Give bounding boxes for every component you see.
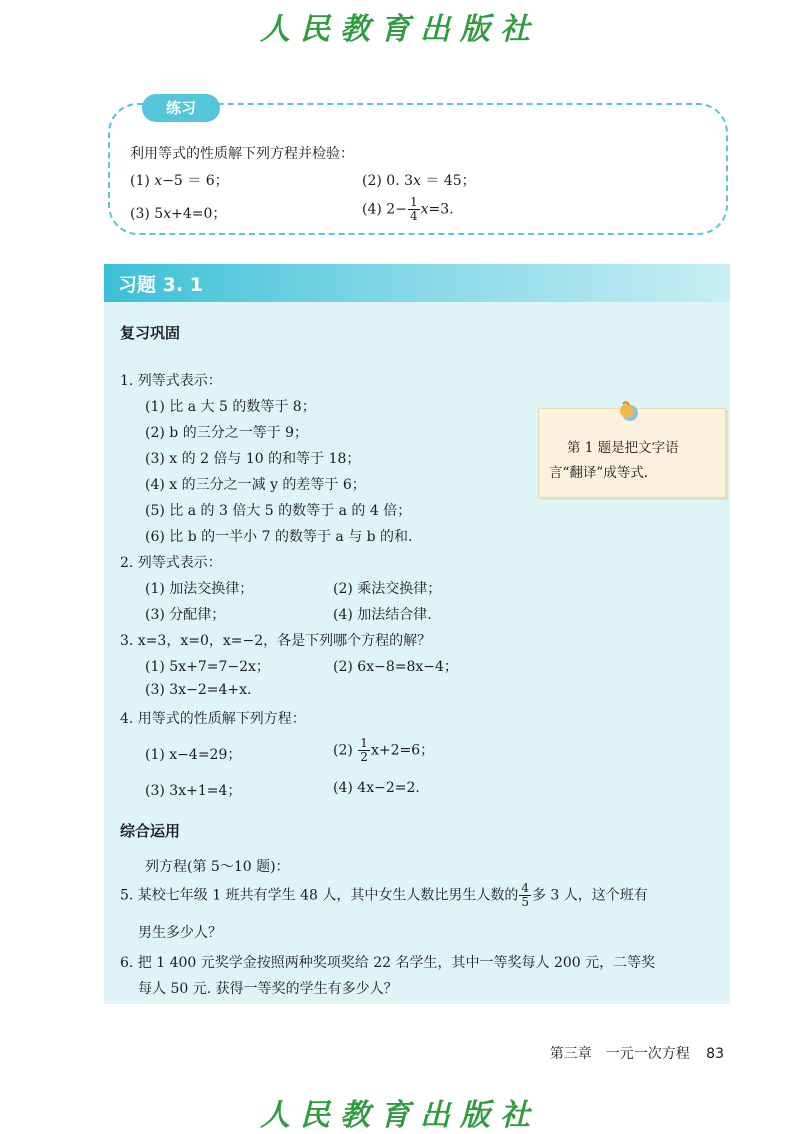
problem-1-item: (5) 比 a 的 3 倍大 5 的数等于 a 的 4 倍；: [145, 503, 412, 519]
problem-5-line1: 5. 某校七年级 1 班共有学生 48 人，其中女生人数比男生人数的 $\frac{4}{5}$ 多 3 人，这个班有: [120, 881, 648, 909]
review-heading: 复习巩固: [120, 324, 181, 342]
practice-q2: (2) 0. 3x ＝ 45；: [362, 173, 476, 189]
publisher-logo-top: 人民教育出版社: [260, 12, 540, 47]
practice-tab: 练习: [142, 94, 220, 122]
problem-1-item: (4) x 的三分之一减 y 的差等于 6；: [145, 477, 366, 493]
problem-4-item: (4) 4x−2=2.: [333, 780, 420, 796]
problem-4-item: (2) $\frac{1}{2}$ x+2=6；: [333, 736, 435, 764]
problem-3-stem: 3. x=3，x=0，x=−2，各是下列哪个方程的解？: [120, 633, 432, 649]
problem-3-item: (3) 3x−2=4+x.: [145, 682, 252, 698]
tip-note-line2: 言“翻译”成等式.: [549, 465, 649, 481]
problem-2-item: (4) 加法结合律.: [333, 607, 432, 623]
pin-icon: [617, 400, 639, 422]
problem-4-item: (1) x−4=29；: [145, 747, 242, 763]
problem-1-item: (1) 比 a 大 5 的数等于 8；: [145, 399, 316, 415]
fraction: $\frac{1}{4}$: [409, 195, 418, 223]
problem-2-item: (1) 加法交换律；: [145, 581, 254, 597]
problem-intro: 列方程(第 5～10 题)：: [145, 859, 290, 875]
exercises-title: 习题 3. 1: [118, 274, 203, 296]
problem-5-line2: 男生多少人？: [138, 925, 222, 941]
problem-2-item: (2) 乘法交换律；: [333, 581, 442, 597]
problem-6-line1: 6. 把 1 400 元奖学金按照两种奖项奖给 22 名学生，其中一等奖每人 200 元，二等奖: [120, 955, 656, 971]
problem-1-item: (2) b 的三分之一等于 9；: [145, 425, 309, 441]
practice-q4: (4) 2− $\frac{1}{4}$ x=3.: [362, 195, 454, 223]
problem-1-item: (3) x 的 2 倍与 10 的和等于 18；: [145, 451, 361, 467]
comprehensive-heading: 综合运用: [120, 822, 181, 840]
practice-q1: (1) x−5 ＝ 6；: [130, 173, 229, 189]
problem-2-stem: 2. 列等式表示：: [120, 555, 222, 571]
fraction: $\frac{1}{2}$: [360, 736, 368, 764]
problem-1-stem: 1. 列等式表示：: [120, 373, 222, 389]
fraction: $\frac{4}{5}$: [521, 881, 529, 909]
publisher-logo-bottom: 人民教育出版社: [260, 1098, 540, 1133]
practice-q3: (3) 5x+4=0；: [130, 206, 227, 222]
problem-3-item: (2) 6x−8=8x−4；: [333, 659, 458, 675]
problem-6-line2: 每人 50 元. 获得一等奖的学生有多少人？: [138, 981, 398, 997]
page-footer: [550, 1043, 724, 1063]
problem-2-item: (3) 分配律；: [145, 607, 226, 623]
practice-instruction: 利用等式的性质解下列方程并检验：: [130, 146, 354, 162]
page-number: 83: [706, 1046, 724, 1062]
problem-4-stem: 4. 用等式的性质解下列方程：: [120, 711, 306, 727]
tip-note-line1: 第 1 题是把文字语: [567, 440, 679, 456]
chapter-label: 第三章 一元一次方程: [549, 1046, 690, 1062]
problem-3-item: (1) 5x+7=7−2x；: [145, 659, 270, 675]
problem-4-item: (3) 3x+1=4；: [145, 783, 242, 799]
problem-1-item: (6) 比 b 的一半小 7 的数等于 a 与 b 的和.: [145, 529, 413, 545]
